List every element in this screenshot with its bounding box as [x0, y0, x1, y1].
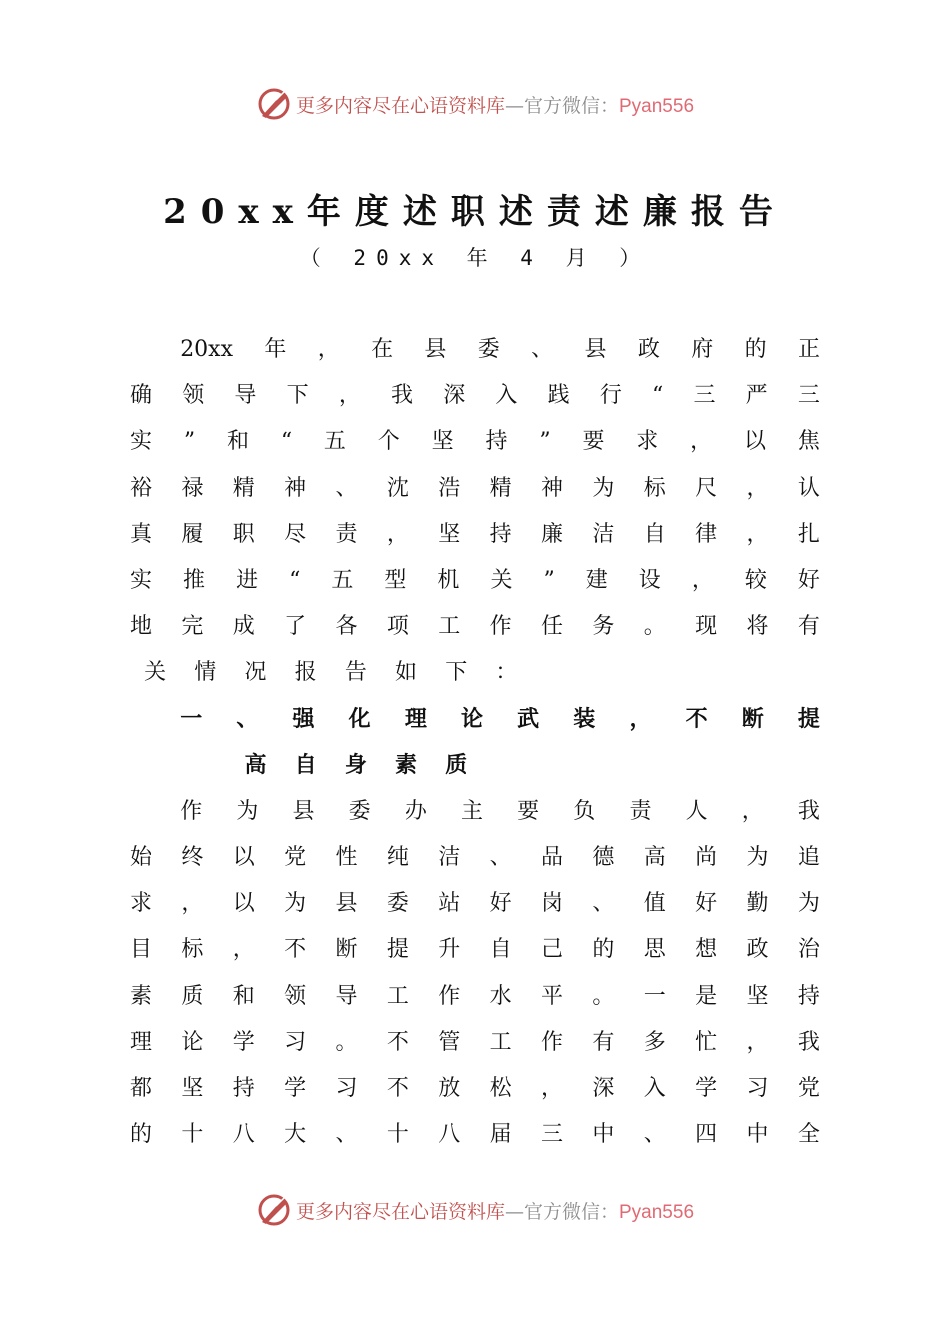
watermark-separator: — [504, 94, 524, 117]
watermark-main-text: 更多内容尽在心语资料库 [295, 94, 505, 117]
paragraph-line: 确 领 导 下 ， 我 深 入 践 行 “ 三 严 三 [130, 383, 820, 409]
watermark-label: 官方微信： [523, 94, 619, 117]
document-body [130, 327, 820, 1158]
paragraph-line: 目 标 ， 不 断 提 升 自 己 的 思 想 政 治 [130, 937, 820, 963]
paragraph-line: 真 履 职 尽 责 ， 坚 持 廉 洁 自 律 ， 扎 [130, 521, 820, 547]
document-title: 20xx年度述职述责述廉报告 [163, 192, 787, 232]
paragraph-line: 都 坚 持 学 习 不 放 松 ， 深 入 学 习 党 [130, 1076, 820, 1101]
paragraph-line: 实 ” 和 “ 五 个 坚 持 ” 要 求 ， 以 焦 [130, 429, 820, 455]
paragraph-line: 求 ， 以 为 县 委 站 好 岗 、 值 好 勤 为 [130, 891, 820, 917]
watermark-footer [0, 1188, 950, 1232]
paragraph-line: 理 论 学 习 。 不 管 工 作 有 多 忙 ， 我 [130, 1029, 820, 1055]
paragraph-line: 关 情 况 报 告 如 下 ： [144, 660, 518, 686]
watermark-text [296, 1197, 694, 1224]
document-date: （ 20xx 年 4 月 ） [299, 246, 651, 270]
watermark-id: Pyan556 [619, 95, 695, 117]
paragraph-line: 地 完 成 了 各 项 工 作 任 务 。 现 将 有 [130, 614, 820, 640]
watermark-label: 官方微信： [523, 1200, 619, 1223]
section-heading-line: 一 、 强 化 理 论 武 装 ， 不 断 提 [180, 706, 820, 732]
watermark-main-text: 更多内容尽在心语资料库 [295, 1200, 505, 1223]
quill-pen-logo-icon [256, 1192, 292, 1228]
paragraph-line: 裕 禄 精 神 、 沈 浩 精 神 为 标 尺 ， 认 [130, 475, 820, 501]
watermark-separator: — [504, 1200, 524, 1223]
section-heading-line: 高 自 身 素 质 [244, 752, 468, 778]
watermark-text [296, 91, 694, 118]
paragraph-line: 作 为 县 委 办 主 要 负 责 人 ， 我 [180, 798, 820, 824]
watermark-header [0, 82, 950, 126]
quill-pen-logo-icon [256, 86, 292, 122]
paragraph-line: 素 质 和 领 导 工 作 水 平 。 一 是 坚 持 [130, 983, 820, 1009]
paragraph-line: 20xx 年 ， 在 县 委 、 县 政 府 的 正 [180, 337, 820, 362]
paragraph-line: 实 推 进 “ 五 型 机 关 ” 建 设 ， 较 好 [130, 567, 820, 593]
watermark-id: Pyan556 [619, 1201, 695, 1223]
paragraph-line: 的 十 八 大 、 十 八 届 三 中 、 四 中 全 [130, 1122, 820, 1148]
paragraph-line: 始 终 以 党 性 纯 洁 、 品 德 高 尚 为 追 [130, 845, 820, 871]
